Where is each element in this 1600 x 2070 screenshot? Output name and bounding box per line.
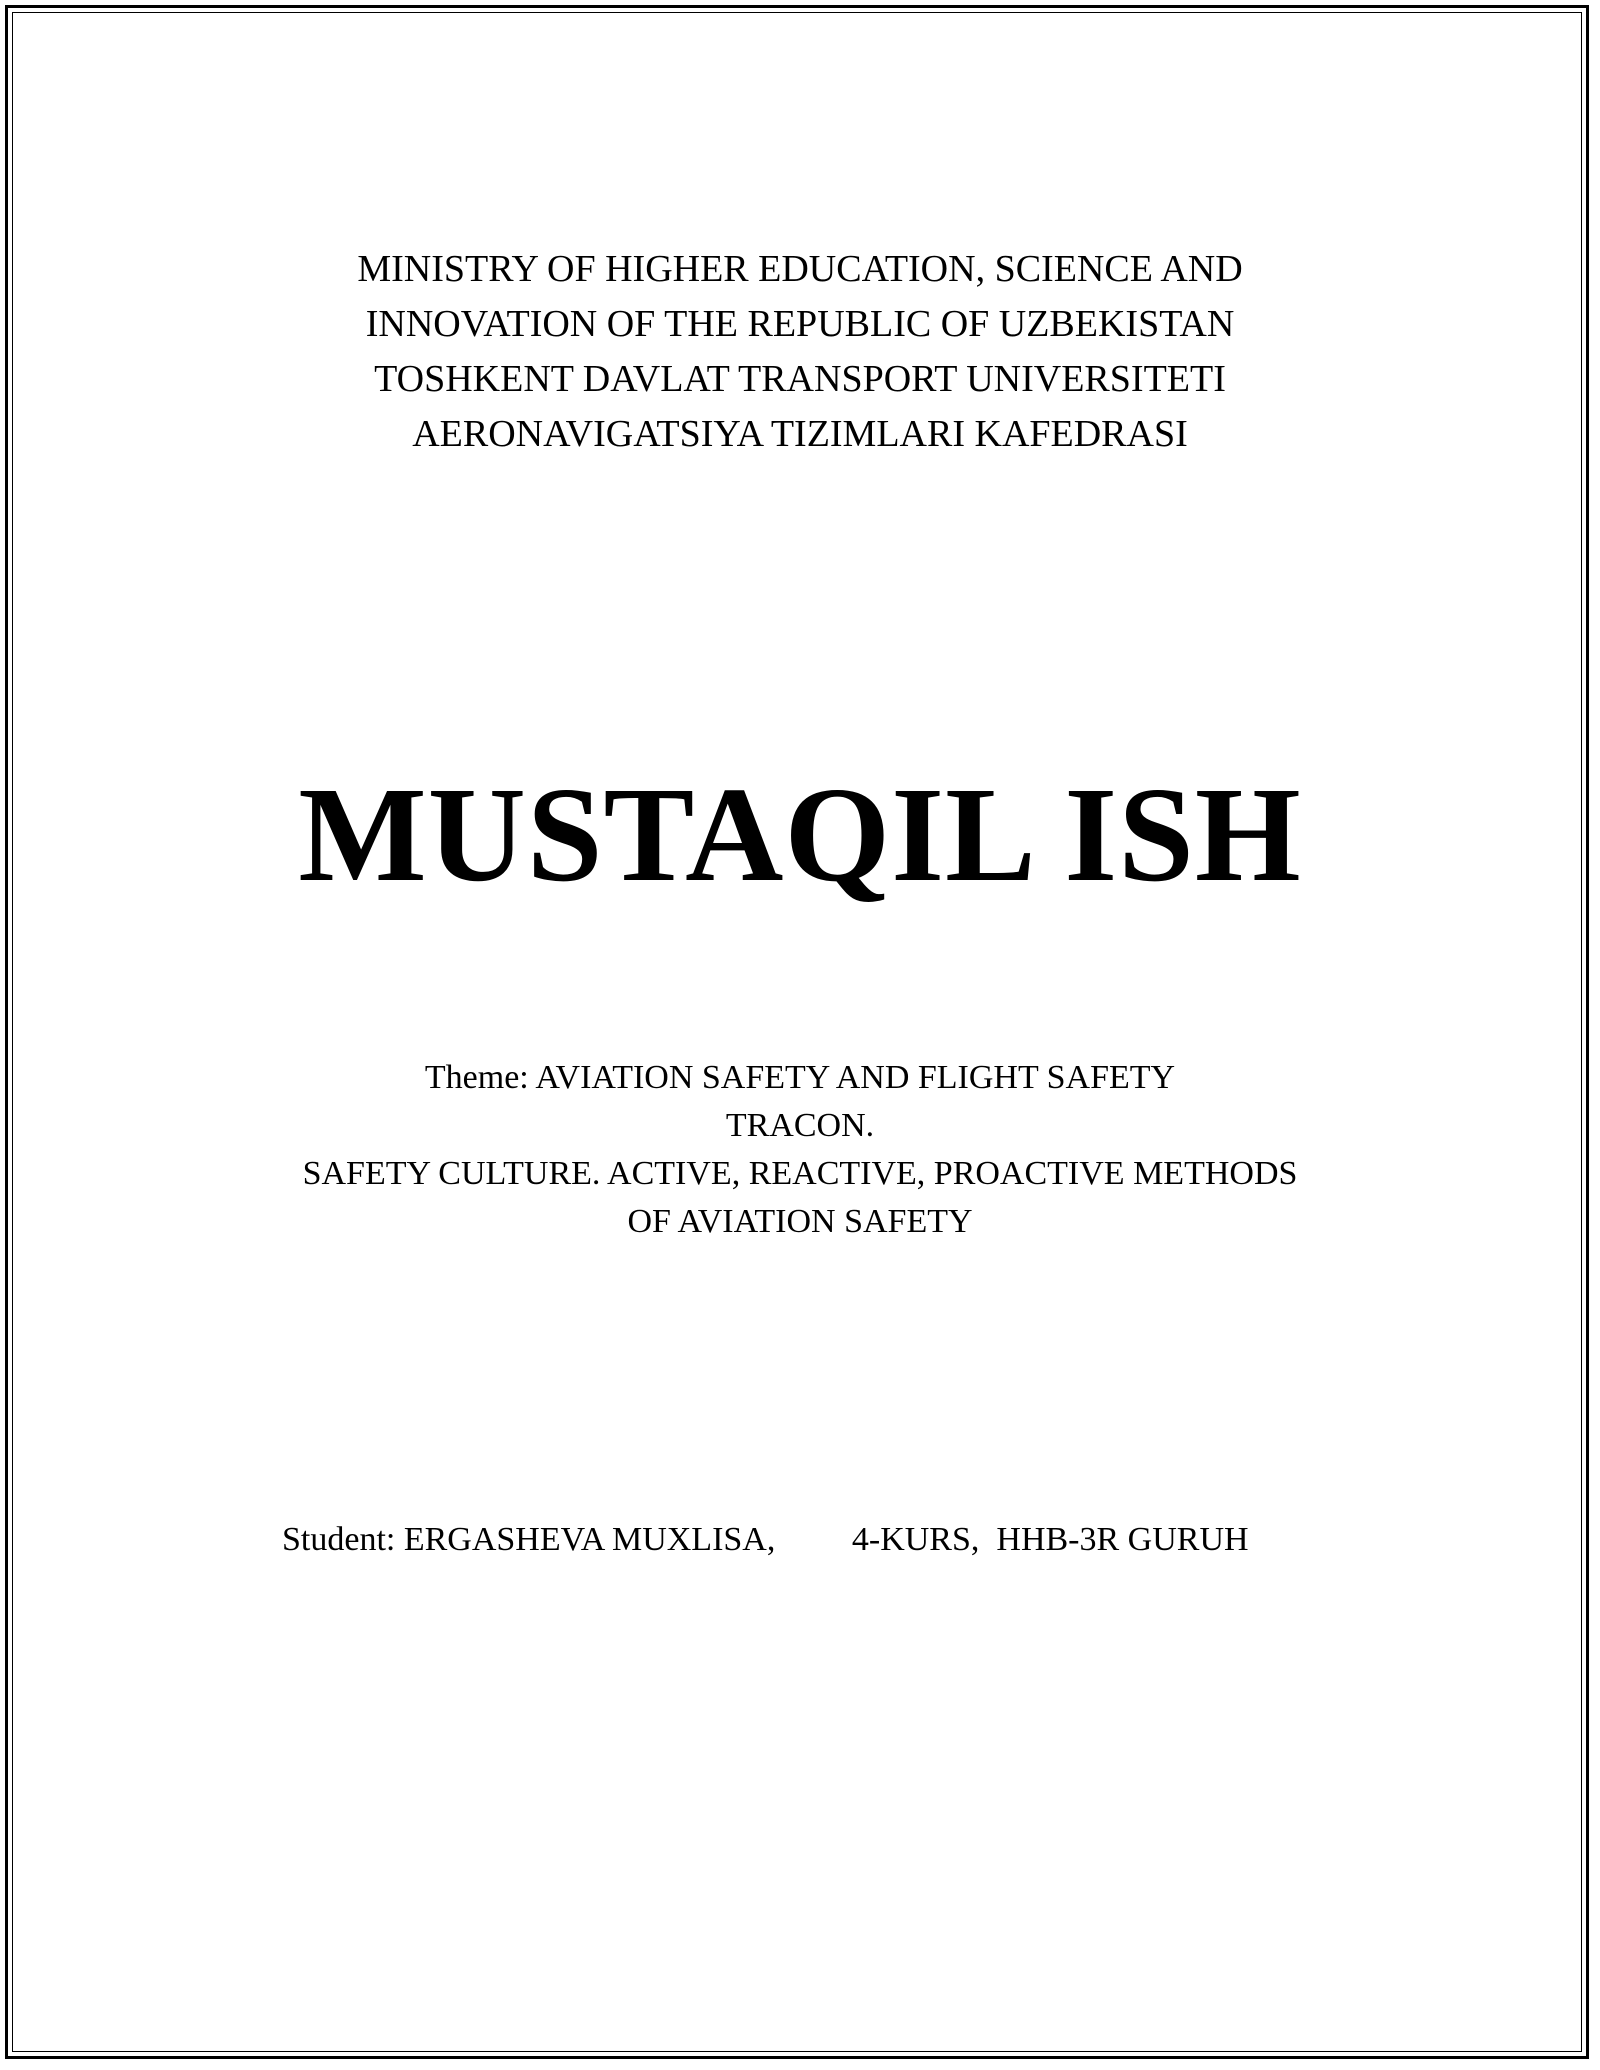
student-info: [282, 1516, 1249, 1564]
theme-line-2: TRACON.: [725, 1107, 875, 1144]
student-course-group: 4-KURS, HHB-3R GURUH: [851, 1521, 1249, 1558]
theme-line-1: Theme: AVIATION SAFETY AND FLIGHT SAFETY: [424, 1059, 1176, 1096]
header-line-republic: INNOVATION OF THE REPUBLIC OF UZBEKISTAN: [365, 303, 1235, 345]
institution-header: [0, 242, 1600, 462]
header-line-department: AERONAVIGATSIYA TIZIMLARI KAFEDRASI: [412, 413, 1188, 455]
header-line-university: TOSHKENT DAVLAT TRANSPORT UNIVERSITETI: [374, 358, 1226, 400]
header-line-ministry: MINISTRY OF HIGHER EDUCATION, SCIENCE AND: [357, 248, 1243, 290]
page-title: MUSTAQIL ISH: [298, 760, 1302, 910]
theme-block: [0, 1054, 1600, 1246]
theme-line-4: OF AVIATION SAFETY: [627, 1203, 973, 1240]
student-gap: [775, 1521, 852, 1558]
student-name: Student: ERGASHEVA MUXLISA,: [282, 1521, 776, 1558]
theme-line-3: SAFETY CULTURE. ACTIVE, REACTIVE, PROACTIVE METHODS: [302, 1155, 1298, 1192]
